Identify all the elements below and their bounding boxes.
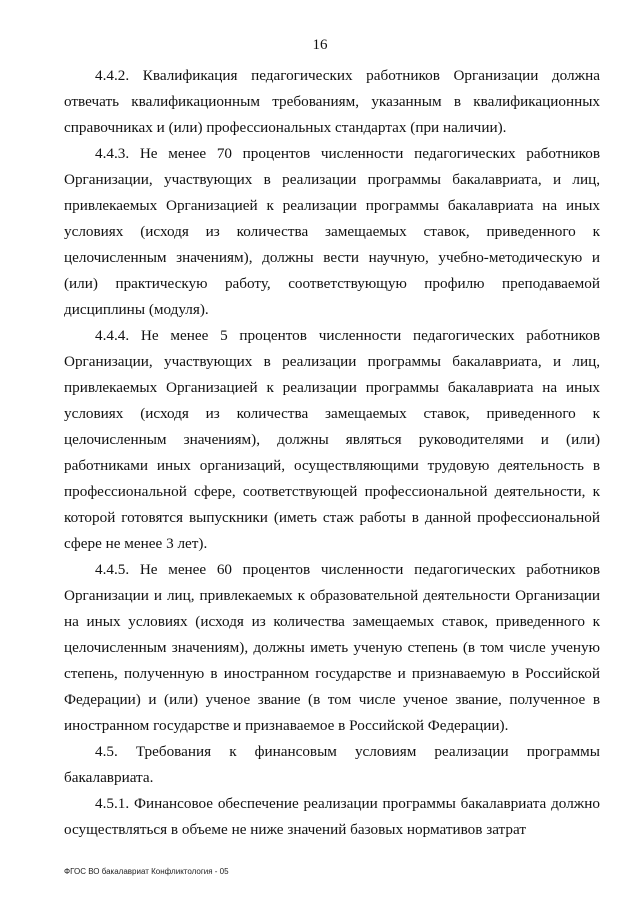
paragraph-4-4-3: 4.4.3. Не менее 70 процентов численности педагогических работников Организации, участвующих в реализации программы бакалавриата, и лиц, привлекаемых Организацией к реализации программы бакалавриата на иных условиях (исходя из количества замещаемых ставок, приведенного к целочисленным значениям), должны вести научную, учебно-методическую и (или) практическую работу, соответствующую профилю преподаваемой дисциплины (модуля). <box>64 145 600 318</box>
paragraph-4-4-5: 4.4.5. Не менее 60 процентов численности педагогических работников Организации и лиц, привлекаемых к образовательной деятельности Организации на иных условиях (исходя из количества замещаемых ставок, приведенного к целочисленным значениям), должны иметь ученую степень (в том числе ученую степень, полученную в иностранном государстве и признаваемую в Российской Федерации) и (или) ученое звание (в том числе ученое звание, полученное в иностранном государстве и признаваемое в Российской Федерации). <box>64 561 600 734</box>
document-footer: ФГОС ВО бакалавриат Конфликтология - 05 <box>64 867 229 876</box>
paragraph-4-5-1: 4.5.1. Финансовое обеспечение реализации программы бакалавриата должно осуществляться в объеме не ниже значений базовых нормативов затрат <box>64 795 600 838</box>
paragraph-4-4-2: 4.4.2. Квалификация педагогических работников Организации должна отвечать квалификационным требованиям, указанным в квалификационных справочниках и (или) профессиональных стандартах (при наличии). <box>64 67 600 136</box>
page-number: 16 <box>312 37 328 53</box>
paragraph-4-5: 4.5. Требования к финансовым условиям реализации программы бакалавриата. <box>64 743 600 786</box>
paragraph-4-4-4: 4.4.4. Не менее 5 процентов численности педагогических работников Организации, участвующих в реализации программы бакалавриата, и лиц, привлекаемых Организацией к реализации программы бакалавриата на иных условиях (исходя из количества замещаемых ставок, приведенного к целочисленным значениям), должны являться руководителями и (или) работниками иных организаций, осуществляющими трудовую деятельность в профессиональной сфере, соответствующей профессиональной деятельности, к которой готовятся выпускники (иметь стаж работы в данной профессиональной сфере не менее 3 лет). <box>64 327 600 552</box>
document-body <box>64 63 600 843</box>
